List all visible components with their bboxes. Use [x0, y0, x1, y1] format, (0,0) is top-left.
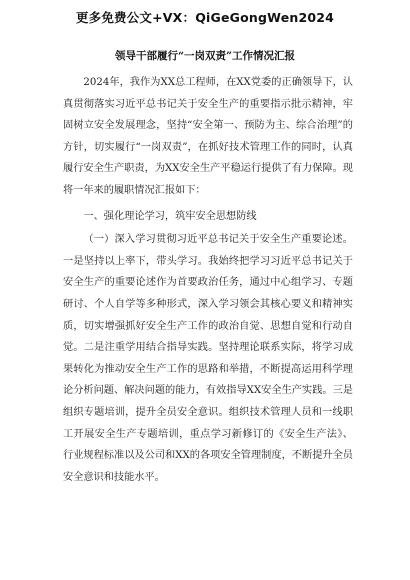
intro-paragraph: 2024年，我作为XX总工程师，在XX党委的正确领导下，认真贯彻落实习近平总书记关于安全生产的重要指示批示精神，牢固树立安全发展理念，坚持“安全第一、预防为主、综合治理”的方针，切实履行“一岗双责”，在抓好技术管理工作的同时，认真履行安全生产职责，为XX安全生产平稳运行提供了有力保障。现将一年来的履职情况汇报如下：	[63, 77, 353, 196]
promo-banner: 更多免费公文+VX：QiGeGongWen2024	[75, 10, 335, 25]
subsection-paragraph: （一）深入学习贯彻习近平总书记关于安全生产重要论述。一是坚持以上率下，带头学习。我始终把学习习近平总书记关于安全生产的重要论述作为首要政治任务，通过中心组学习、专题研讨、个人自学等多种形式，深入学习领会其核心要义和精神实质，切实增强抓好安全生产工作的政治自觉、思想自觉和行动自觉。二是注重学用结合指导实践。坚持理论联系实际，将学习成果转化为推动安全生产工作的思路和举措，不断提高运用科学理论分析问题、解决问题的能力，有效指导XX安全生产实践。三是组织专题培训，提升全员安全意识。组织技术管理人员和一线职工开展安全生产专题培训，重点学习新修订的《安全生产法》、行业规程标准以及公司和XX的各项安全管理制度，不断提升全员安全意识和技能水平。	[63, 234, 353, 483]
document-body	[63, 72, 353, 488]
section-heading: 一、强化理论学习，筑牢安全思想防线	[83, 210, 257, 222]
document-title: 领导干部履行“一岗双责”工作情况汇报	[114, 50, 296, 62]
